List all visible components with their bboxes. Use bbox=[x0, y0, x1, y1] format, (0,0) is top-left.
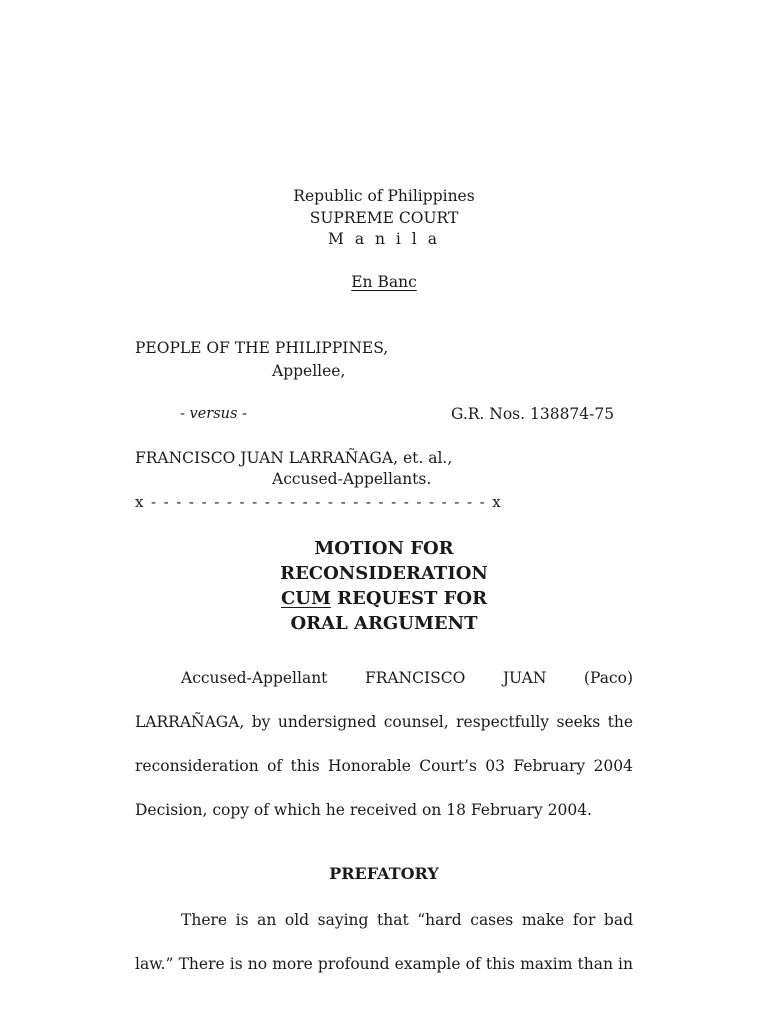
intro-line-2: LARRAÑAGA, by undersigned counsel, respectfully seeks the bbox=[135, 713, 633, 731]
intro-paragraph bbox=[135, 656, 633, 832]
intro-line-3: reconsideration of this Honorable Court’s 03 February 2004 bbox=[135, 757, 633, 775]
intro-line-4: Decision, copy of which he received on 18 February 2004. bbox=[135, 801, 592, 819]
title-line-3 bbox=[0, 586, 768, 611]
prefatory-line-2: law.” There is no more profound example of this maxim than in bbox=[135, 955, 633, 973]
court-caption bbox=[0, 186, 768, 251]
division-text: En Banc bbox=[351, 273, 417, 291]
intro-line-1: Accused-Appellant FRANCISCO JUAN (Paco) bbox=[181, 669, 633, 687]
versus-label: - versus - bbox=[180, 406, 247, 422]
division-label bbox=[0, 273, 768, 291]
title-line-2: RECONSIDERATION bbox=[280, 563, 488, 584]
motion-title bbox=[0, 536, 768, 636]
caption-city: M a n i l a bbox=[328, 230, 440, 248]
appellee-role: Appellee, bbox=[272, 362, 346, 380]
appellant-role: Accused-Appellants. bbox=[272, 470, 432, 488]
title-line-3-rest: REQUEST FOR bbox=[330, 588, 488, 609]
title-line-1: MOTION FOR bbox=[314, 538, 454, 559]
caption-republic: Republic of Philippines bbox=[293, 187, 475, 205]
prefatory-paragraph bbox=[135, 898, 633, 986]
title-cum: CUM bbox=[280, 588, 331, 609]
prefatory-heading: PREFATORY bbox=[329, 864, 439, 883]
caption-court: SUPREME COURT bbox=[309, 208, 459, 227]
prefatory-line-1: There is an old saying that “hard cases make for bad bbox=[181, 911, 633, 929]
case-number: G.R. Nos. 138874-75 bbox=[451, 405, 615, 423]
appellee-name: PEOPLE OF THE PHILIPPINES, bbox=[135, 339, 389, 357]
appellant-name: FRANCISCO JUAN LARRAÑAGA, et. al., bbox=[135, 449, 453, 467]
title-line-4: ORAL ARGUMENT bbox=[290, 613, 478, 634]
caption-divider: x - - - - - - - - - - - - - - - - - - - - - - - - - - - x bbox=[135, 493, 503, 511]
